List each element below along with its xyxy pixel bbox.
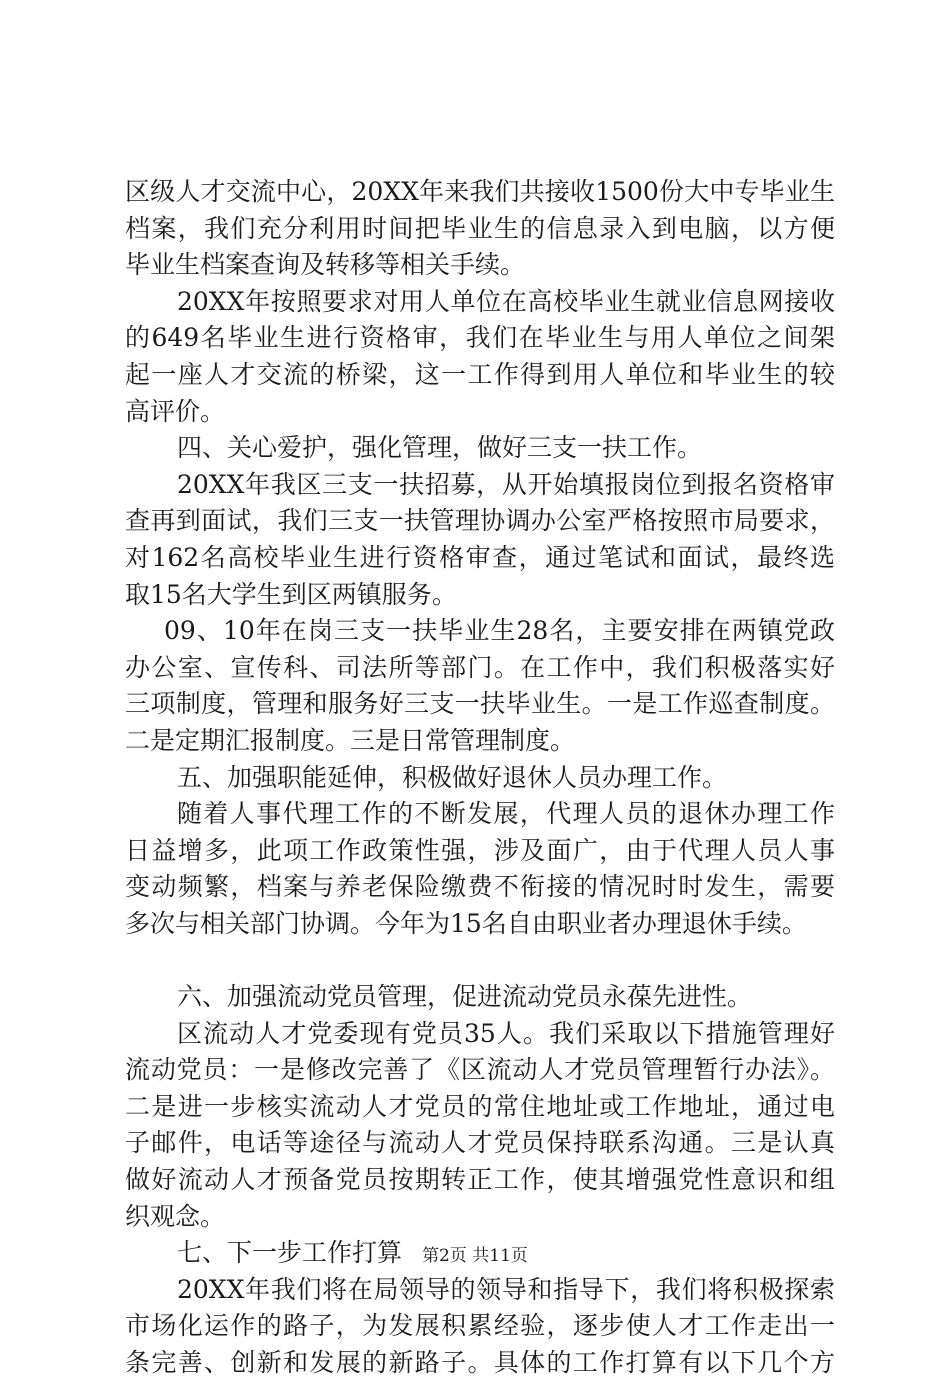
paragraph-start-line: 20XX年按照要求对用人单位在高校毕业生就业信息网接收 xyxy=(177,286,835,316)
text-line: 条完善、创新和发展的新路子。具体的工作打算有以下几个方 xyxy=(125,1348,835,1377)
section-heading-6: 六、加强流动党员管理，促进流动党员永葆先进性。 xyxy=(177,982,753,1012)
text-line: 织观念。 xyxy=(125,1201,226,1231)
section-heading-7: 七、下一步工作打算 xyxy=(177,1238,403,1268)
text-line: 起一座人才交流的桥梁，这一工作得到用人单位和毕业生的较 xyxy=(125,359,835,389)
paragraph-start-line: 09、10年在岗三支一扶毕业生28名，主要安排在两镇党政 xyxy=(164,616,835,646)
text-line: 做好流动人才预备党员按期转正工作，使其增强党性意识和组 xyxy=(125,1165,835,1195)
text-line: 日益增多，此项工作政策性强，涉及面广，由于代理人员人事 xyxy=(125,835,835,865)
page-number-footer: 第2页 共11页 xyxy=(422,1246,528,1266)
blank-line xyxy=(125,942,835,979)
document-body xyxy=(125,174,835,1382)
text-line: 对162名高校毕业生进行资格审查，通过笔试和面试，最终选 xyxy=(125,542,835,572)
text-line: 档案，我们充分利用时间把毕业生的信息录入到电脑，以方便 xyxy=(125,213,835,243)
paragraph-start-line: 20XX年我区三支一扶招募，从开始填报岗位到报名资格审 xyxy=(177,469,835,499)
text-line: 查再到面试，我们三支一扶管理协调办公室严格按照市局要求， xyxy=(125,506,835,536)
text-line: 毕业生档案查询及转移等相关手续。 xyxy=(125,250,526,280)
text-line: 取15名大学生到区两镇服务。 xyxy=(125,579,457,609)
text-line: 的649名毕业生进行资格审，我们在毕业生与用人单位之间架 xyxy=(125,323,835,353)
section-heading-5: 五、加强职能延伸，积极做好退休人员办理工作。 xyxy=(177,762,728,792)
paragraph-start-line: 区流动人才党委现有党员35人。我们采取以下措施管理好 xyxy=(177,1018,835,1048)
text-line: 二是定期汇报制度。三是日常管理制度。 xyxy=(125,725,576,755)
text-line: 二是进一步核实流动人才党员的常住地址或工作地址，通过电 xyxy=(125,1091,835,1121)
paragraph-start-line: 20XX年我们将在局领导的领导和指导下，我们将积极探索 xyxy=(177,1274,835,1304)
text-line: 高评价。 xyxy=(125,396,226,426)
text-line: 子邮件，电话等途径与流动人才党员保持联系沟通。三是认真 xyxy=(125,1128,835,1158)
text-line: 多次与相关部门协调。今年为15名自由职业者办理退休手续。 xyxy=(125,908,807,938)
paragraph-start-line: 随着人事代理工作的不断发展，代理人员的退休办理工作 xyxy=(177,799,835,829)
text-line: 办公室、宣传科、司法所等部门。在工作中，我们积极落实好 xyxy=(125,652,835,682)
text-line: 流动党员：一是修改完善了《区流动人才党员管理暂行办法》。 xyxy=(125,1055,835,1085)
section-heading-4: 四、关心爱护，强化管理，做好三支一扶工作。 xyxy=(177,433,703,463)
text-line: 变动频繁，档案与养老保险缴费不衔接的情况时时发生，需要 xyxy=(125,872,835,902)
text-line: 三项制度，管理和服务好三支一扶毕业生。一是工作巡查制度。 xyxy=(125,689,835,719)
text-line: 区级人才交流中心，20XX年来我们共接收1500份大中专毕业生 xyxy=(125,177,835,206)
text-line: 市场化运作的路子，为发展积累经验，逐步使人才工作走出一 xyxy=(125,1311,835,1341)
